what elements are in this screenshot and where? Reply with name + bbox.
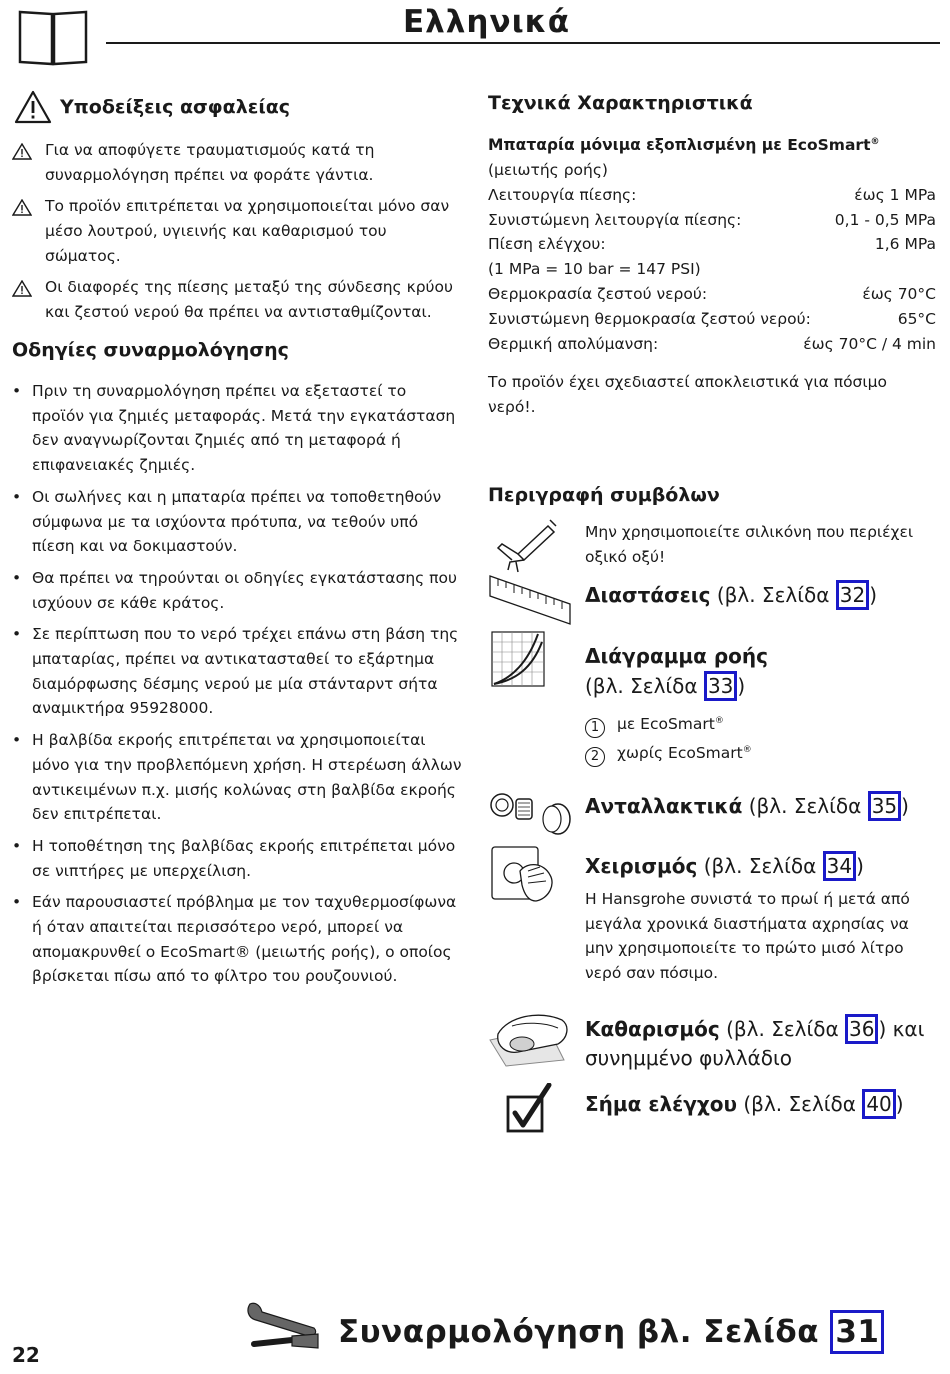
spec-row: Θερμική απολύμανση: έως 70°C / 4 min <box>488 334 936 353</box>
page-link-31[interactable]: 31 <box>830 1310 884 1354</box>
circled-number: 1 <box>585 718 605 738</box>
spec-conversion: (1 MPa = 10 bar = 147 PSI) <box>488 260 701 279</box>
operation-note: Η Hansgrohe συνιστά το πρωί ή μετά από μεγάλα χρονικά διαστήματα αχρησίας να μην χρησιμοποιείτε το πρώτο μισό λίτρο νερό σαν πόσιμο. <box>585 889 910 983</box>
list-item: • Πριν τη συναρμολόγηση πρέπει να εξεταστεί το προϊόν για ζημιές μεταφοράς. Μετά την εγκατάσταση δεν αναγνωρίζονται ζημιές από τη μεταφορά ή επιφανειακές ζημιές. <box>12 379 462 478</box>
safety-item-text: Οι διαφορές της πίεσης μεταξύ της σύνδεσης κρύου και ζεστού νερού θα πρέπει να αντισταθμίζονται. <box>45 278 453 321</box>
silicone-gun-icon <box>488 514 568 574</box>
spec-row: Πίεση ελέγχου: 1,6 MPa <box>488 235 936 254</box>
warning-icon <box>12 143 32 160</box>
title-rule <box>106 42 940 44</box>
check-line: Σήμα ελέγχου (βλ. Σελίδα 40 ) <box>585 1089 936 1119</box>
list-item: • Εάν παρουσιαστεί πρόβλημα με τον ταχυθερμοσίφωνα ή όταν απαιτείται περισσότερο νερό, μπορεί να απομακρυνθεί ο EcoSmart® (μειωτής ροής), ο οποίος βρίσκεται πίσω από το φίλτρο του ρουζουνιού. <box>12 890 462 989</box>
tech-footer: Το προϊόν έχει σχεδιαστεί αποκλειστικά για πόσιμο νερό!. <box>488 373 887 417</box>
symbols-heading: Περιγραφή συμβόλων <box>488 483 720 506</box>
hand-cleaning-icon <box>488 1004 574 1068</box>
dimensions-line: Διαστάσεις (βλ. Σελίδα 32 ) <box>585 580 936 610</box>
spec-row: Θερμοκρασία ζεστού νερού: έως 70°C <box>488 284 936 303</box>
tech-subnote: (μειωτής ροής) <box>488 160 608 179</box>
warning-icon <box>12 199 32 216</box>
safety-item-text: Για να αποφύγετε τραυματισμούς κατά τη συναρμολόγηση πρέπει να φοράτε γάντια. <box>45 141 375 184</box>
safety-heading <box>14 90 462 124</box>
circled-number: 2 <box>585 747 605 767</box>
book-icon <box>18 10 88 66</box>
symbol-dimensions <box>585 580 936 610</box>
symbol-silicone <box>585 520 936 570</box>
cleaning-line: Καθαρισμός (βλ. Σελίδα 36 ) και <box>585 1014 936 1044</box>
list-item: • Η τοποθέτηση της βαλβίδας εκροής επιτρέπεται μόνο σε νιπτήρες με υπερχείλιση. <box>12 834 462 883</box>
assembly-list <box>12 379 462 989</box>
spec-row: Συνιστώμενη λειτουργία πίεσης: 0,1 - 0,5 MPa <box>488 210 936 229</box>
page-link-35[interactable]: 35 <box>868 791 901 821</box>
tech-subheading: Μπαταρία μόνιμα εξοπλισμένη με EcoSmart® <box>488 136 880 155</box>
flow-option-2: 2 χωρίς EcoSmart® <box>585 738 936 767</box>
flow-option-1: 1 με EcoSmart® <box>585 709 936 738</box>
silicone-note: Μην χρησιμοποιείτε σιλικόνη που περιέχει οξικό οξύ! <box>585 522 914 566</box>
symbol-spare-parts <box>585 791 936 821</box>
right-column <box>488 90 936 1119</box>
safety-item <box>12 275 462 325</box>
page-link-33[interactable]: 33 <box>704 671 737 701</box>
page-link-36[interactable]: 36 <box>845 1014 878 1044</box>
spec-row: Λειτουργία πίεσης: έως 1 MPa <box>488 185 936 204</box>
ruler-icon <box>488 574 572 626</box>
spec-row: Συνιστώμενη θερμοκρασία ζεστού νερού: 65°C <box>488 309 936 328</box>
page-title: Ελληνικά <box>403 4 570 40</box>
safety-list <box>12 138 462 325</box>
page-link-40[interactable]: 40 <box>862 1089 895 1119</box>
assembly-heading: Οδηγίες συναρμολόγησης <box>12 339 289 361</box>
tools-icon <box>244 1300 322 1360</box>
checkmark-icon <box>505 1083 553 1135</box>
cleaning-line-2: συνημμένο φυλλάδιο <box>585 1046 792 1071</box>
symbol-flow <box>585 642 936 767</box>
operation-line: Χειρισμός (βλ. Σελίδα 34 ) <box>585 851 936 881</box>
page-link-32[interactable]: 32 <box>836 580 869 610</box>
safety-item <box>12 138 462 188</box>
list-item: • Η βαλβίδα εκροής επιτρέπεται να χρησιμοποιείται μόνο για την προβλεπόμενη χρήση. Η στερέωση άλλων αντικειμένων π.χ. μισής κολώνας στη βαλβίδα εκροής δεν επιτρέπεται. <box>12 728 462 827</box>
flow-line: Διάγραμμα ροής <box>585 643 768 668</box>
spare-parts-icon <box>488 787 572 843</box>
safety-item <box>12 194 462 269</box>
page-link-34[interactable]: 34 <box>823 851 856 881</box>
warning-icon <box>12 280 32 297</box>
list-item: • Οι σωλήνες και η μπαταρία πρέπει να τοποθετηθούν σύμφωνα με τα ισχύοντα πρότυπα, να τεθούν υπό πίεση και να δοκιμαστούν. <box>12 485 462 559</box>
list-item: • Σε περίπτωση που το νερό τρέχει επάνω στη βάση της μπαταρίας, πρέπει να αντικατασταθεί το εξάρτημα διαμόρφωσης δέσμης νερού με μία στάνταρντ σήτα αναμικτήρα 95928000. <box>12 622 462 721</box>
left-column <box>12 90 462 996</box>
flow-chart-icon <box>488 628 548 690</box>
flow-ref-line: (βλ. Σελίδα 33 ) <box>585 671 936 701</box>
tech-heading: Τεχνικά Χαρακτηριστικά <box>488 92 753 114</box>
list-item: • Θα πρέπει να τηρούνται οι οδηγίες εγκατάστασης που ισχύουν σε κάθε κράτος. <box>12 566 462 615</box>
page-number: 22 <box>12 1343 40 1367</box>
symbol-operation <box>585 851 936 986</box>
warning-icon <box>14 90 52 124</box>
footer-title: Συναρμολόγηση βλ. Σελίδα 31 <box>338 1310 884 1354</box>
symbol-cleaning <box>585 1014 936 1073</box>
symbol-check <box>585 1089 936 1119</box>
spare-parts-line: Ανταλλακτικά (βλ. Σελίδα 35 ) <box>585 791 936 821</box>
safety-item-text: Το προϊόν επιτρέπεται να χρησιμοποιείται μόνο σαν μέσο λουτρού, υγιεινής και καθαρισμού του σώματος. <box>45 197 450 265</box>
hand-operation-icon <box>488 841 564 905</box>
safety-heading-text: Υποδείξεις ασφαλείας <box>60 96 291 118</box>
